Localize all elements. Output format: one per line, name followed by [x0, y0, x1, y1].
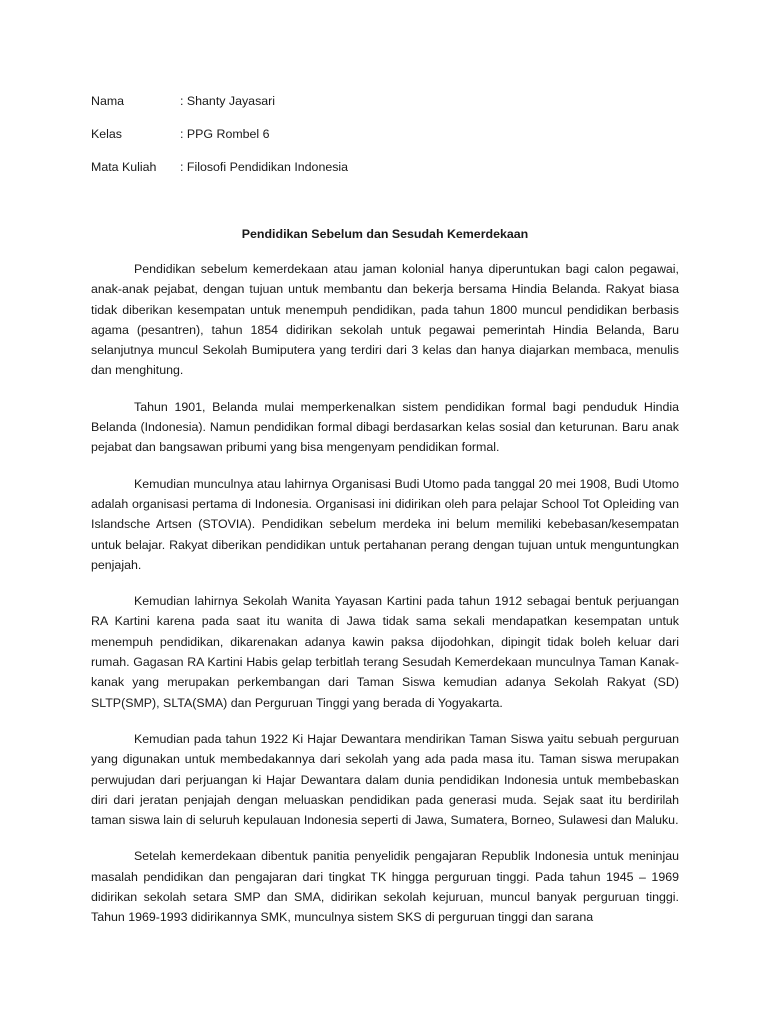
- paragraph: Pendidikan sebelum kemerdekaan atau jaman kolonial hanya diperuntukan bagi calon pegawai, anak-anak pejabat, dengan tujuan untuk membantu dan bekerja bersama Hindia Belanda. Rakyat biasa tidak diberikan kesempatan untuk menempuh pendidikan, pada tahun 1800 muncul pendidikan berbasis agama (pesantren), tahun 1854 didirikan sekolah untuk pegawai pemerintah Hindia Belanda, Baru selanjutnya muncul Sekolah Bumiputera yang terdiri dari 3 kelas dan hanya diajarkan membaca, menulis dan menghitung.: [91, 262, 679, 378]
- student-info-header: [91, 91, 651, 190]
- info-value: : Filosofi Pendidikan Indonesia: [180, 160, 349, 174]
- info-row-name: [91, 91, 651, 124]
- document-title: Pendidikan Sebelum dan Sesudah Kemerdekaan: [241, 227, 529, 241]
- paragraph: Kemudian munculnya atau lahirnya Organisasi Budi Utomo pada tanggal 20 mei 1908, Budi Utomo adalah organisasi pertama di Indonesia. Organisasi ini didirikan oleh para pelajar School Tot Opleiding van Islandsche Artsen (STOVIA). Pendidikan sebelum merdeka ini belum memiliki kebebasan/kesempatan untuk belajar. Rakyat diberikan pendidikan untuk pertahanan perang dengan tujuan untuk menguntungkan penjajah.: [91, 476, 679, 572]
- info-value: : Shanty Jayasari: [180, 94, 276, 108]
- paragraph: Kemudian pada tahun 1922 Ki Hajar Dewantara mendirikan Taman Siswa yaitu sebuah perguruan yang digunakan untuk membedakannya dari sekolah yang ada pada masa itu. Taman siswa merupakan perwujudan dari perjuangan ki Hajar Dewantara dalam dunia pendidikan Indonesia untuk membebaskan diri dari jeratan penjajah dengan meluaskan pendidikan pada generasi muda. Sejak saat itu berdirilah taman siswa lain di seluruh kepulauan Indonesia seperti di Jawa, Sumatera, Borneo, Sulawesi dan Maluku.: [91, 731, 679, 828]
- info-value: : PPG Rombel 6: [180, 127, 270, 141]
- paragraph: Setelah kemerdekaan dibentuk panitia penyelidik pengajaran Republik Indonesia untuk meninjau masalah pendidikan dan pengajaran dari tingkat TK hingga perguruan tinggi. Pada tahun 1945 – 1969 didirikan sekolah setara SMP dan SMA, didirikan sekolah kejuruan, muncul banyak perguruan tinggi. Tahun 1969-1993 didirikannya SMK, munculnya sistem SKS di perguruan tinggi dan sarana: [91, 849, 679, 925]
- info-label: Mata Kuliah: [91, 160, 157, 174]
- info-row-class: [91, 124, 651, 157]
- paragraph: Tahun 1901, Belanda mulai memperkenalkan sistem pendidikan formal bagi penduduk Hindia Belanda (Indonesia). Namun pendidikan formal dibagi berdasarkan kelas sosial dan keturunan. Baru anak pejabat dan bangsawan pribumi yang bisa mengenyam pendidikan formal.: [91, 399, 679, 455]
- document-body: [91, 259, 679, 944]
- paragraph: Kemudian lahirnya Sekolah Wanita Yayasan Kartini pada tahun 1912 sebagai bentuk perjuangan RA Kartini karena pada saat itu wanita di Jawa tidak sama sekali mendapatkan kesempatan untuk menempuh pendidikan, dikarenakan adanya kawin paksa dijodohkan, dipingit tidak boleh keluar dari rumah. Gagasan RA Kartini Habis gelap terbitlah terang Sesudah Kemerdekaan munculnya Taman Kanak-kanak yang merupakan perkembangan dari Taman Siswa kemudian adanya Sekolah Rakyat (SD) SLTP(SMP), SLTA(SMA) dan Perguruan Tinggi yang berada di Yogyakarta.: [91, 594, 679, 710]
- info-label: Nama: [91, 94, 125, 108]
- info-label: Kelas: [91, 127, 122, 141]
- info-row-course: [91, 157, 651, 190]
